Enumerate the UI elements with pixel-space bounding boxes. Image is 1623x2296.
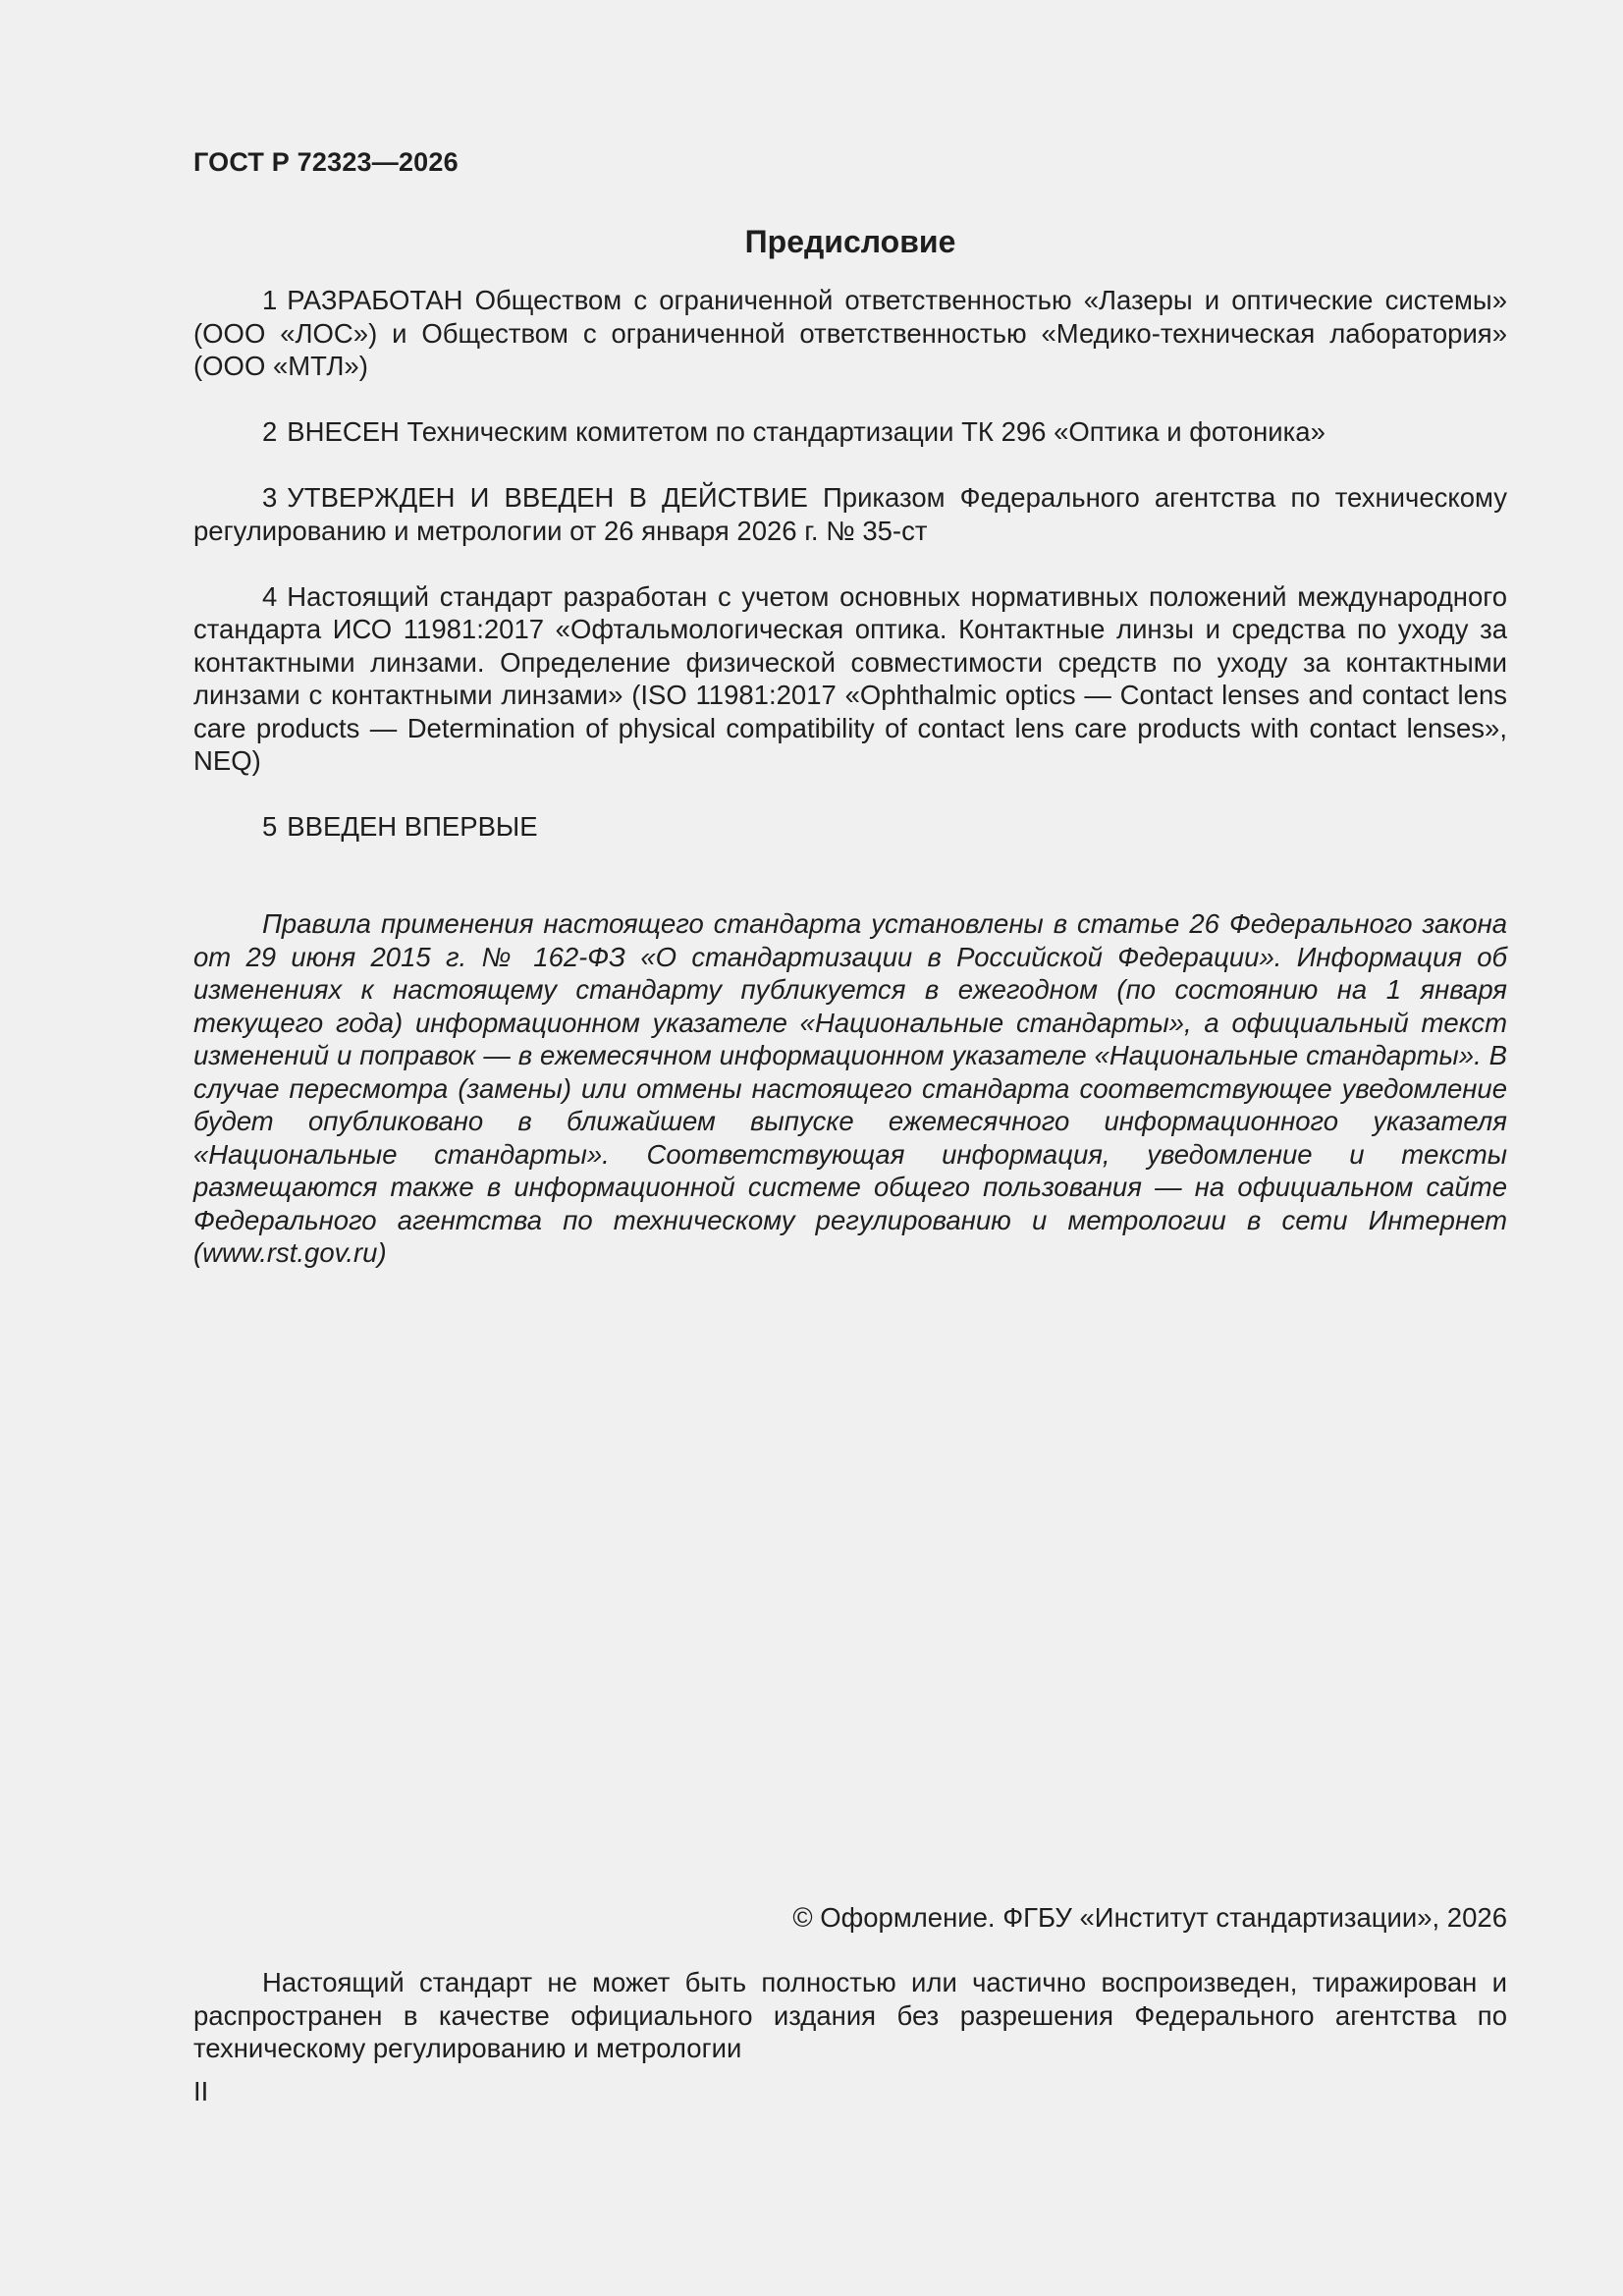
item-number: 3 (262, 482, 278, 513)
application-rules-text: Правила применения настоящего стандарта установлены в статье 26 Федерального закона от 29 июня 2015 г. № 162-ФЗ «О стандартизации в Российской Федерации». Информация об изменениях к настоящему стандарту публикуется в ежегодном (по состоянию на 1 января текущего года) информационном указателе «Национальные стандарты», а официальный текст изменений и поправок — в ежемесячном информационном указателе «Национальные стандарты». В случае пересмотра (замены) или отмены настоящего стандарта соответствующее уведомление будет опубликовано в ближайшем выпуске ежемесячного информационного указателя «Национальные стандарты». Соответствующая информация, уведомление и тексты размещаются также в информационной системе общего пользования — на официальном сайте Федерального агентства по техническому регулированию и метрологии в сети Интернет (www.rst.gov.ru) (193, 908, 1507, 1268)
item-number: 1 (262, 285, 278, 315)
item-number: 5 (262, 811, 278, 842)
item-text: УТВЕРЖДЕН И ВВЕДЕН В ДЕЙСТВИЕ Приказом Федерального агентства по техническому регулированию и метрологии от 26 января 2026 г. № 35-ст (193, 482, 1507, 546)
foreword-item-5 (193, 810, 1507, 844)
foreword-item-3 (193, 481, 1507, 547)
foreword-item-1 (193, 284, 1507, 383)
copyright-line: © Оформление. ФГБУ «Институт стандартизации», 2026 (792, 1902, 1507, 1933)
item-text: ВВЕДЕН ВПЕРВЫЕ (287, 811, 538, 842)
document-code: ГОСТ Р 72323—2026 (193, 147, 459, 177)
reproduction-notice: Настоящий стандарт не может быть полностью или частично воспроизведен, тиражирован и распространен в качестве официального издания без разрешения Федерального агентства по техническому регулированию и метрологии (193, 1967, 1507, 2063)
item-text: РАЗРАБОТАН Обществом с ограниченной ответственностью «Лазеры и оптические системы» (ООО «ЛОС») и Обществом с ограниченной ответственностью «Медико-техническая лаборатория» (ООО «МТЛ») (193, 285, 1507, 381)
item-text: Настоящий стандарт разработан с учетом основных нормативных положений международного стандарта ИСО 11981:2017 «Офтальмологическая оптика. Контактные линзы и средства по уходу за контактными линзами. Определение физической совместимости средств по уходу за контактными линзами с контактными линзами» (ISO 11981:2017 «Ophthalmic optics — Contact lenses and contact lens care products — Determination of physical compatibility of contact lens care products with contact lenses», NEQ) (193, 580, 1507, 776)
page-number: II (193, 2076, 209, 2106)
item-text: ВНЕСЕН Техническим комитетом по стандартизации ТК 296 «Оптика и фотоника» (287, 416, 1325, 447)
foreword-item-4 (193, 580, 1507, 778)
foreword-item-2 (193, 415, 1507, 449)
item-number: 2 (262, 416, 278, 447)
foreword-items (193, 284, 1507, 876)
item-number: 4 (262, 580, 278, 612)
page-title: Предисловие (744, 224, 956, 259)
